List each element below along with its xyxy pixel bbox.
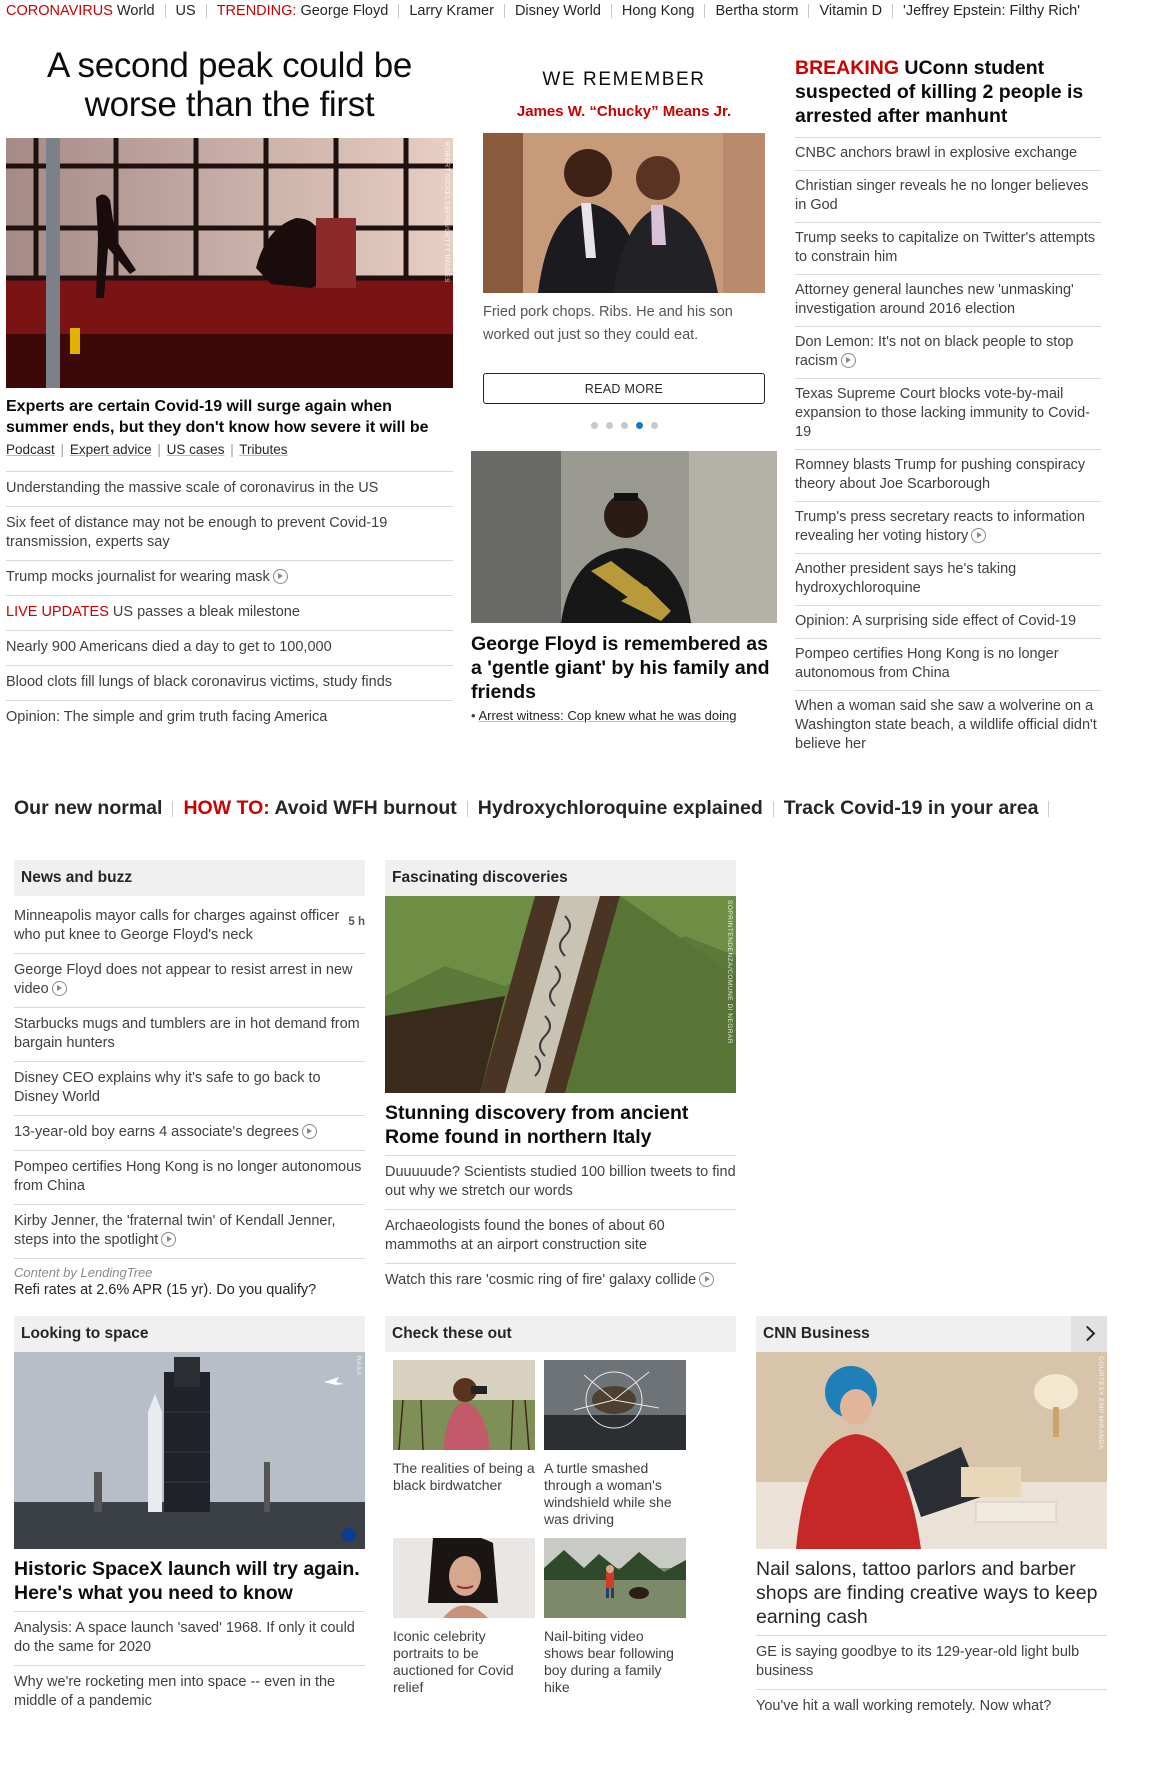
list-item[interactable]: Another president says he's taking hydroxychloroquine bbox=[795, 554, 1101, 606]
remember-image[interactable] bbox=[483, 133, 765, 293]
space-list bbox=[14, 1611, 365, 1719]
list-item[interactable]: When a woman said she saw a wolverine on a Washington state beach, a wildlife official didn't believe her bbox=[795, 698, 1097, 752]
trend-larry-kramer[interactable]: Larry Kramer bbox=[409, 3, 494, 19]
list-item[interactable]: Romney blasts Trump for pushing conspiracy theory about Joe Scarborough bbox=[795, 450, 1101, 502]
carousel-dot[interactable] bbox=[606, 422, 613, 429]
list-item[interactable]: Analysis: A space launch 'saved' 1968. If only it could do the same for 2020 bbox=[14, 1612, 365, 1666]
list-item[interactable]: Opinion: The simple and grim truth facing America bbox=[6, 709, 328, 725]
list-item[interactable]: Trump mocks journalist for wearing mask bbox=[6, 561, 453, 596]
divider bbox=[892, 4, 893, 18]
list-item[interactable]: Why we're rocketing men into space -- even in the middle of a pandemic bbox=[14, 1674, 336, 1709]
list-item[interactable]: LIVE UPDATES US passes a bleak milestone bbox=[6, 596, 453, 631]
play-icon bbox=[52, 981, 67, 996]
topic-bar bbox=[14, 797, 1144, 820]
list-item[interactable]: Duuuuude? Scientists studied 100 billion tweets to find out why we stretch our words bbox=[385, 1156, 736, 1210]
space-section bbox=[14, 1316, 365, 1719]
sponsor-label: Content by LendingTree bbox=[14, 1265, 153, 1280]
nail-salon-photo bbox=[756, 1352, 1107, 1549]
link-us-cases[interactable]: US cases bbox=[166, 442, 225, 457]
arrest-witness-link[interactable]: Arrest witness: Cop knew what he was doing bbox=[478, 708, 737, 723]
breaking-column bbox=[795, 56, 1101, 761]
link-tributes[interactable]: Tributes bbox=[239, 442, 288, 457]
link-expert-advice[interactable]: Expert advice bbox=[69, 442, 152, 457]
check-card[interactable] bbox=[544, 1360, 686, 1528]
list-item[interactable]: Don Lemon: It's not on black people to stop racism bbox=[795, 327, 1101, 379]
divider bbox=[398, 4, 399, 18]
divider bbox=[172, 801, 173, 817]
check-card[interactable] bbox=[544, 1538, 686, 1696]
trend-george-floyd[interactable]: TRENDING: George Floyd bbox=[216, 3, 389, 19]
hero-subhead[interactable]: Experts are certain Covid-19 will surge again when summer ends, but they don't know how severe it will be bbox=[6, 398, 429, 436]
divider bbox=[704, 4, 705, 18]
list-item[interactable]: Nearly 900 Americans died a day to get to 100,000 bbox=[6, 631, 453, 666]
coronavirus-headline-list bbox=[6, 471, 453, 735]
list-item[interactable]: Trump's press secretary reacts to information revealing her voting history bbox=[795, 502, 1101, 554]
floyd-image[interactable] bbox=[471, 451, 777, 623]
remember-caption: Fried pork chops. Ribs. He and his son worked out just so they could eat. bbox=[483, 304, 733, 343]
carousel-dot[interactable] bbox=[591, 422, 598, 429]
list-item[interactable]: Watch this rare 'cosmic ring of fire' galaxy collide bbox=[385, 1264, 736, 1298]
list-item[interactable]: Pompeo certifies Hong Kong is no longer autonomous from China bbox=[14, 1151, 365, 1205]
section-header[interactable]: News and buzz bbox=[14, 860, 365, 896]
link-divider: | bbox=[157, 442, 161, 457]
list-item[interactable]: Disney CEO explains why it's safe to go back to Disney World bbox=[14, 1062, 365, 1116]
divider bbox=[165, 4, 166, 18]
photo-credit: SOPRINTENDENZA/COMUNE DI NEGRAR bbox=[726, 900, 733, 1045]
list-item[interactable]: CNBC anchors brawl in explosive exchange bbox=[795, 138, 1101, 171]
play-icon bbox=[971, 528, 986, 543]
photo-credit: ROBERT NICKELSBERG/GETTY IMAGES bbox=[443, 142, 450, 283]
section-header: CNN Business bbox=[756, 1316, 1107, 1352]
divider bbox=[504, 4, 505, 18]
list-item[interactable]: Attorney general launches new 'unmasking' investigation around 2016 election bbox=[795, 275, 1101, 327]
list-item[interactable]: Six feet of distance may not be enough to prevent Covid-19 transmission, experts say bbox=[6, 507, 453, 561]
bullet: • bbox=[471, 708, 476, 723]
timestamp: 5 h bbox=[348, 916, 365, 928]
space-headline[interactable]: Historic SpaceX launch will try again. Here's what you need to know bbox=[14, 1558, 360, 1604]
divider bbox=[611, 4, 612, 18]
section-header[interactable]: Fascinating discoveries bbox=[385, 860, 736, 896]
trend-us[interactable]: US bbox=[175, 3, 196, 19]
hero-column bbox=[6, 46, 453, 735]
photo-credit: NASA bbox=[355, 1356, 362, 1376]
list-item[interactable]: Minneapolis mayor calls for charges against officer who put knee to George Floyd's neck 5 h bbox=[14, 900, 365, 954]
play-icon bbox=[841, 353, 856, 368]
carousel-dots bbox=[471, 422, 777, 429]
celebrity-portrait-photo bbox=[393, 1538, 535, 1618]
link-divider: | bbox=[230, 442, 234, 457]
floyd-headline[interactable]: George Floyd is remembered as a 'gentle giant' by his family and friends bbox=[471, 633, 770, 703]
divider bbox=[808, 4, 809, 18]
check-card[interactable] bbox=[393, 1360, 535, 1528]
remember-title: WE REMEMBER bbox=[542, 69, 706, 90]
list-item[interactable]: Opinion: A surprising side effect of Covid-19 bbox=[795, 606, 1101, 639]
list-item[interactable]: Blood clots fill lungs of black coronavirus victims, study finds bbox=[6, 666, 453, 701]
trend-bertha-storm[interactable]: Bertha storm bbox=[715, 3, 799, 19]
business-list bbox=[756, 1635, 1107, 1724]
sponsored-link[interactable]: Refi rates at 2.6% APR (15 yr). Do you qualify? bbox=[14, 1282, 317, 1298]
card-caption: The realities of being a black birdwatcher bbox=[393, 1460, 535, 1493]
news-buzz-list bbox=[14, 900, 365, 1259]
topic-wfh-burnout[interactable]: HOW TO: Avoid WFH burnout bbox=[183, 797, 457, 819]
trend-coronavirus[interactable]: CORONAVIRUS World bbox=[6, 3, 155, 19]
section-header[interactable]: Looking to space bbox=[14, 1316, 365, 1352]
list-item[interactable]: Texas Supreme Court blocks vote-by-mail expansion to those lacking immunity to Covid-19 bbox=[795, 379, 1101, 450]
discoveries-headline[interactable]: Stunning discovery from ancient Rome found in northern Italy bbox=[385, 1102, 689, 1148]
link-divider: | bbox=[60, 442, 65, 457]
remember-photo bbox=[483, 133, 765, 293]
news-and-buzz-section bbox=[14, 860, 365, 1298]
bear-hike-photo bbox=[544, 1538, 686, 1618]
check-these-out-section bbox=[385, 1316, 736, 1696]
discoveries-image[interactable] bbox=[385, 896, 736, 1093]
list-item[interactable]: George Floyd does not appear to resist arrest in new video bbox=[14, 954, 365, 1008]
link-podcast[interactable]: Podcast bbox=[6, 442, 55, 457]
section-header[interactable]: Check these out bbox=[385, 1316, 736, 1352]
divider bbox=[206, 4, 207, 18]
space-image[interactable] bbox=[14, 1352, 365, 1549]
topic-track-covid[interactable]: Track Covid-19 in your area bbox=[783, 797, 1039, 819]
play-icon bbox=[302, 1124, 317, 1139]
check-card[interactable] bbox=[393, 1538, 535, 1696]
list-item[interactable]: Archaeologists found the bones of about 60 mammoths at an airport construction site bbox=[385, 1210, 736, 1264]
breaking-list bbox=[795, 137, 1101, 761]
list-item[interactable]: 13-year-old boy earns 4 associate's degrees bbox=[14, 1116, 365, 1151]
play-icon bbox=[161, 1232, 176, 1247]
breaking-headline[interactable]: BREAKING UConn student suspected of killing 2 people is arrested after manhunt bbox=[795, 57, 1084, 127]
turtle-windshield-photo bbox=[544, 1360, 686, 1450]
check-grid bbox=[385, 1352, 736, 1696]
card-caption: A turtle smashed through a woman's windshield while she was driving bbox=[544, 1460, 672, 1527]
topic-hydroxychloroquine[interactable]: Hydroxychloroquine explained bbox=[477, 797, 763, 819]
trend-disney-world[interactable]: Disney World bbox=[514, 3, 601, 19]
list-item[interactable]: You've hit a wall working remotely. Now what? bbox=[756, 1698, 1052, 1714]
card-caption: Iconic celebrity portraits to be auctioned for Covid relief bbox=[393, 1628, 514, 1695]
list-item[interactable]: Christian singer reveals he no longer believes in God bbox=[795, 171, 1101, 223]
birdwatcher-photo bbox=[393, 1360, 535, 1450]
remember-column bbox=[471, 46, 777, 723]
cnn-business-section bbox=[756, 1316, 1107, 1724]
carousel-dot[interactable] bbox=[636, 422, 643, 429]
divider bbox=[467, 801, 468, 817]
trend-vitamin-d[interactable]: Vitamin D bbox=[819, 3, 883, 19]
business-headline[interactable]: Nail salons, tattoo parlors and barber shops are finding creative ways to keep earning cash bbox=[756, 1558, 1098, 1628]
divider bbox=[1048, 801, 1049, 817]
hero-links bbox=[6, 442, 453, 457]
divider bbox=[773, 801, 774, 817]
list-item[interactable]: Pompeo certifies Hong Kong is no longer autonomous from China bbox=[795, 639, 1101, 691]
hero-photo bbox=[6, 138, 453, 388]
list-item[interactable]: GE is saying goodbye to its 129-year-old light bulb business bbox=[756, 1636, 1107, 1690]
topic-new-normal[interactable]: Our new normal bbox=[14, 797, 163, 819]
floyd-photo bbox=[471, 451, 777, 623]
list-item[interactable]: Starbucks mugs and tumblers are in hot demand from bargain hunters bbox=[14, 1008, 365, 1062]
play-icon bbox=[273, 569, 288, 584]
discoveries-list bbox=[385, 1155, 736, 1298]
trending-bar bbox=[6, 0, 1150, 22]
mosaic-photo bbox=[385, 896, 736, 1093]
play-icon bbox=[699, 1272, 714, 1287]
carousel-dot[interactable] bbox=[651, 422, 658, 429]
hero-headline[interactable]: A second peak could be worse than the first bbox=[46, 46, 413, 124]
remember-name[interactable]: James W. “Chucky” Means Jr. bbox=[516, 103, 732, 120]
list-item[interactable]: Trump seeks to capitalize on Twitter's attempts to constrain him bbox=[795, 223, 1101, 275]
trend-epstein[interactable]: 'Jeffrey Epstein: Filthy Rich' bbox=[903, 3, 1080, 19]
business-image[interactable] bbox=[756, 1352, 1107, 1549]
read-more-button[interactable]: READ MORE bbox=[483, 373, 765, 404]
trend-hong-kong[interactable]: Hong Kong bbox=[621, 3, 695, 19]
list-item[interactable]: Kirby Jenner, the 'fraternal twin' of Kendall Jenner, steps into the spotlight bbox=[14, 1205, 365, 1259]
carousel-dot[interactable] bbox=[621, 422, 628, 429]
photo-credit: COURTESY EMP MIRANDA bbox=[1097, 1356, 1104, 1450]
list-item[interactable]: Understanding the massive scale of coronavirus in the US bbox=[6, 472, 453, 507]
card-caption: Nail-biting video shows bear following boy during a family hike bbox=[544, 1628, 674, 1695]
hero-image[interactable] bbox=[6, 138, 453, 388]
chevron-right-icon[interactable] bbox=[1071, 1316, 1107, 1352]
spacex-photo bbox=[14, 1352, 365, 1549]
discoveries-section bbox=[385, 860, 736, 1298]
floyd-sublink bbox=[471, 708, 777, 723]
